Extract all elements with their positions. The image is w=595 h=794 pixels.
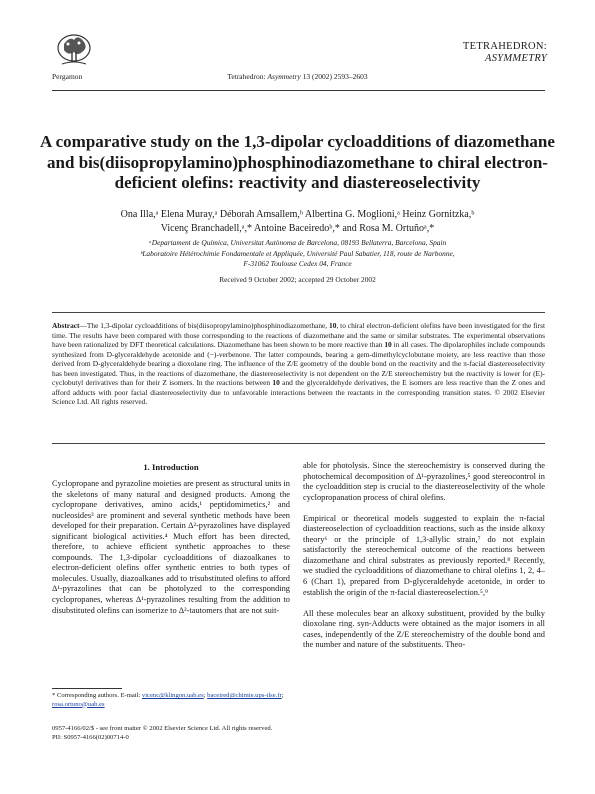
- corresponding-author-footnote: [52, 692, 292, 709]
- email-link[interactable]: rosa.ortuno@uab.es: [52, 700, 105, 708]
- journal-prefix: Tetrahedron:: [227, 72, 268, 81]
- abstract: [52, 321, 545, 407]
- affiliation-b-line2: F-31062 Toulouse Cedex 04, France: [243, 259, 352, 268]
- header-divider: [52, 90, 545, 91]
- abstract-text-1: —The 1,3-dipolar cycloadditions of bis(diisopropylamino)phosphinodiazomethane,: [79, 321, 330, 330]
- elsevier-tree-logo-icon: [52, 30, 96, 70]
- copyright-info: [52, 725, 272, 742]
- publisher-name: Pergamon: [52, 72, 83, 81]
- abstract-text-2: , to chiral electron-deficient olefins have been investigated for the first time. The results have been compared with those corresponding to the reactions of diazomethane and the same or similar substrates. The experimental observations have been rationalized by DFT theoretical calculations. Diazomethane has been shown to be more reactive than: [52, 321, 545, 350]
- compound-ref: 10: [329, 321, 337, 330]
- masthead-line2: ASYMMETRY: [484, 53, 547, 64]
- authors-line1: Ona Illa,ᵃ Elena Muray,ᵃ Déborah Amsallem,ᵇ Albertina G. Moglioni,ᵃ Heinz Gornitzka,ᵇ: [120, 209, 475, 220]
- left-column: [52, 479, 290, 627]
- email-link[interactable]: baceired@chimie.ups-tlse.fr: [207, 692, 282, 699]
- abstract-divider-top: [52, 312, 545, 313]
- masthead-line1: TETRAHEDRON:: [462, 41, 547, 52]
- abstract-divider-bottom: [52, 443, 545, 444]
- received-dates: Received 9 October 2002; accepted 29 October 2002: [219, 275, 376, 284]
- email-link[interactable]: vicenc@klingon.uab.es: [141, 692, 204, 699]
- compound-ref: 10: [272, 378, 280, 388]
- copyright-line: 0957-4166/02/$ - see front matter © 2002 Elsevier Science Ltd. All rights reserved.: [52, 725, 273, 732]
- separator: ;: [203, 692, 208, 699]
- pii-line: PII: S0957-4166(02)00714-0: [52, 733, 129, 741]
- journal-name: Asymmetry: [267, 72, 301, 81]
- section-heading: 1. Introduction: [143, 462, 199, 472]
- affiliations: [60, 238, 535, 270]
- journal-volume-pages: 13 (2002) 2593–2603: [300, 72, 368, 81]
- right-column: [303, 461, 545, 661]
- paragraph: able for photolysis. Since the stereochemistry is conserved during the photochemical decomposition of Δ¹-pyrazolines,⁵ good stereocontrol in the cycloaddition step is crucial to the diastereoselectivity of the whole cyclopropanation process of chiral olefins.: [303, 461, 545, 502]
- abstract-text-4: and the glyceraldehyde derivatives, the E isomers are less reactive than the Z ones and afford adducts with poor facial diastereoselectivity due to unfavorable interactions between the reactants in the corresponding transition states. © 2002 Elsevier Science Ltd. All rights reserved.: [52, 378, 545, 407]
- article-title: A comparative study on the 1,3-dipolar cycloadditions of diazomethane and bis(diisopropylamino)phosphinodiazomethane to chiral electron-deficient olefins: reactivity and diastereoselectivity: [40, 132, 555, 192]
- footnote-text: * Corresponding authors. E-mail:: [52, 692, 142, 699]
- separator: ;: [281, 692, 284, 699]
- abstract-label: Abstract: [52, 321, 80, 330]
- affiliation-a: ᵃDepartament de Química, Universitat Autònoma de Barcelona, 08193 Bellaterra, Barcelona, Spain: [148, 238, 447, 247]
- author-list: [40, 208, 555, 235]
- abstract-text-3: in all cases. The dipolarophiles include compounds synthesized from D-glyceraldehyde acetonide and (−)-verbenone. The latter compounds, bearing a gem-dimethylcyclobutane moiety, are less reactive than those derived from D-glyceraldehyde bearing a dioxolane ring. The influence of the Z/E geometry of the double bond on the reactivity and the π-facial diastereoselectivity has been investigated. Thus, in the reactions of diazomethane, the diastereoselectivity is not dependent on the Z/E stereochemistry but the reactivity is lower for (E)-cyclobutyl derivatives than for their Z isomers. In the reactions between: [52, 340, 545, 388]
- paragraph: Empirical or theoretical models suggested to explain the π-facial diastereoselection of cycloaddition reactions, such as the inside alkoxy theory⁶ or the principle of 1,3-allylic strain,⁷ do not explain satisfactorily the stereochemical outcome of the reactions between diazomethane and chiral substrates as previously reported.⁸ Recently, we studied the cycloadditions of diazomethane to chiral olefins 1, 2, 4–6 (Chart 1), prepared from D-glyceraldehyde acetonide, in order to establish the origin of the π-facial diastereoselection.⁵,⁹: [303, 513, 545, 597]
- paragraph: Cyclopropane and pyrazoline moieties are present as structural units in the skeletons of many natural and designed products. Among the cyclopropane derivatives, amino acids,¹ peptidomimetics,² and nucleosides³ are prominent and several synthetic methods have been developed for their preparation. Certain Δ²-pyrazolines have displayed significant biological activities.⁴ Much effort has been directed, therefore, to achieve efficient synthetic approaches to these compounds. The 1,3-dipolar cycloadditions of diazoalkanes to electron-deficient olefins offer synthetic entries to both types of molecules. Usually, diazoalkanes add to trisubstituted olefins to afford Δ¹-pyrazolines that can be photolyzed to the corresponding cyclopropanes, whereas Δ¹-pyrazolines resulting from the addition to disubstituted olefins can isomerize to Δ²-tautomers that are not suit-: [52, 479, 290, 615]
- compound-ref: 10: [384, 340, 392, 350]
- footnote-divider: [52, 688, 122, 689]
- authors-line2: Vicenç Branchadell,ᵃ,* Antoine Baceiredoᵇ,* and Rosa M. Ortuñoᵃ,*: [160, 222, 435, 234]
- affiliation-b-line1: ᵇLaboratoire Hétérochimie Fondamentale et Appliquée, Université Paul Sabatier, 118, route de Narbonne,: [140, 248, 455, 258]
- paragraph: All these molecules bear an alkoxy substituent, provided by the bulky dioxolane ring. syn-Adducts were obtained as the major isomers in all cases, independently of the Z/E stereochemistry of the double bond and the number and nature of the substituents. Theo-: [303, 608, 545, 650]
- journal-masthead: [453, 41, 547, 65]
- journal-citation: [0, 72, 595, 81]
